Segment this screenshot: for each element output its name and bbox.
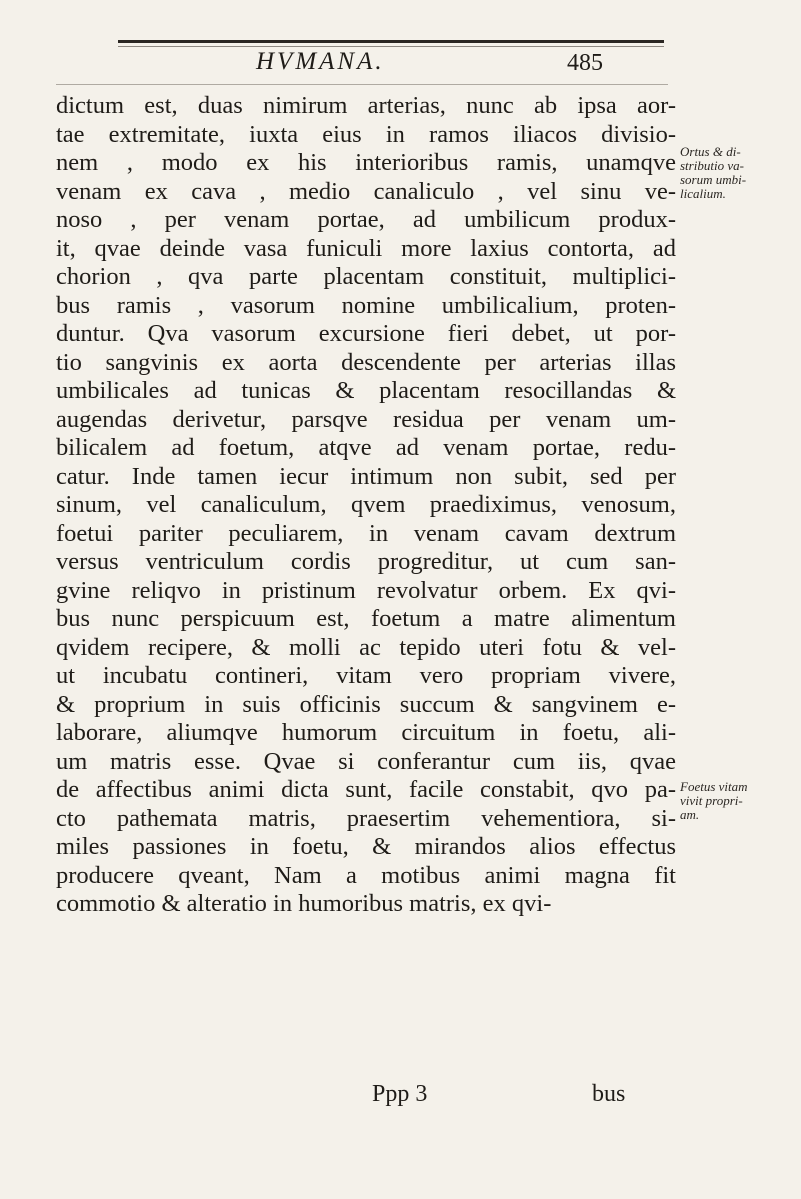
- text-line: commotio & alteratio in humoribus matris, ex qvi-: [56, 890, 552, 917]
- margin-note-line: Foetus vitam: [680, 779, 748, 794]
- text-line: sinum, vel canaliculum, qvem praediximus, venosum,: [56, 491, 676, 518]
- text-line: nem , modo ex his interioribus ramis, unamqve: [56, 149, 676, 176]
- text-line: tio sangvinis ex aorta descendente per arterias illas: [56, 348, 676, 376]
- running-head: [0, 46, 801, 80]
- page-footer: [0, 1081, 801, 1111]
- text-line: qvidem recipere, & molli ac tepido uteri fotu & vel-: [56, 633, 676, 661]
- margin-note-line: am.: [680, 807, 700, 822]
- text-line: foetui pariter peculiarem, in venam cavam dextrum: [56, 519, 676, 547]
- margin-note-line: Ortus & di-: [680, 144, 741, 159]
- text-line: um matris esse. Qvae si conferantur cum iis, qvae: [56, 747, 676, 775]
- text-line: tae extremitate, iuxta eius in ramos iliacos divisio-: [56, 120, 676, 148]
- head-rule: [56, 84, 668, 85]
- body-text: [56, 92, 676, 919]
- margin-note-line: licalium.: [680, 186, 726, 201]
- text-line: bilicalem ad foetum, atqve ad venam portae, redu-: [56, 434, 676, 461]
- margin-note-line: sorum umbi-: [680, 172, 747, 187]
- text-line: ut incubatu contineri, vitam vero propriam vivere,: [56, 662, 676, 689]
- catchword: bus: [592, 1081, 626, 1107]
- margin-note-line: vivit propri-: [680, 793, 743, 808]
- text-line: bus ramis , vasorum nomine umbilicalium, proten-: [56, 291, 676, 319]
- text-line: venam ex cava , medio canaliculo , vel sinu ve-: [56, 177, 676, 205]
- text-line: bus nunc perspicuum est, foetum a matre alimentum: [56, 605, 676, 632]
- running-title: HVMANA.: [256, 48, 385, 75]
- margin-note-ortus: [680, 145, 746, 201]
- margin-note-foetus: [680, 780, 748, 822]
- text-line: umbilicales ad tunicas & placentam resocillandas &: [56, 377, 676, 404]
- page-number: 485: [567, 50, 603, 76]
- text-line: gvine reliqvo in pristinum revolvatur orbem. Ex qvi-: [56, 576, 676, 604]
- text-line: augendas derivetur, parsqve residua per venam um-: [56, 405, 676, 433]
- text-line: it, qvae deinde vasa funiculi more laxius contorta, ad: [56, 234, 676, 262]
- text-line: de affectibus animi dicta sunt, facile constabit, qvo pa-: [56, 776, 676, 803]
- text-line: dictum est, duas nimirum arterias, nunc ab ipsa aor-: [56, 92, 676, 119]
- text-line: noso , per venam portae, ad umbilicum produx-: [56, 206, 676, 233]
- text-line: catur. Inde tamen iecur intimum non subit, sed per: [56, 462, 676, 490]
- text-line: laborare, aliumqve humorum circuitum in foetu, ali-: [56, 719, 676, 746]
- text-line: & proprium in suis officinis succum & sangvinem e-: [56, 690, 676, 718]
- top-border-rule: [118, 40, 664, 43]
- text-line: duntur. Qva vasorum excursione fieri debet, ut por-: [56, 320, 676, 347]
- text-line: versus ventriculum cordis progreditur, ut cum san-: [56, 548, 676, 575]
- text-line: cto pathemata matris, praesertim vehementiora, si-: [56, 804, 676, 832]
- text-line: chorion , qva parte placentam constituit, multiplici-: [56, 263, 676, 290]
- margin-note-line: stributio va-: [680, 158, 744, 173]
- text-line: producere qveant, Nam a motibus animi magna fit: [56, 861, 676, 889]
- signature-mark: Ppp 3: [372, 1081, 428, 1107]
- text-line: miles passiones in foetu, & mirandos alios effectus: [56, 833, 676, 860]
